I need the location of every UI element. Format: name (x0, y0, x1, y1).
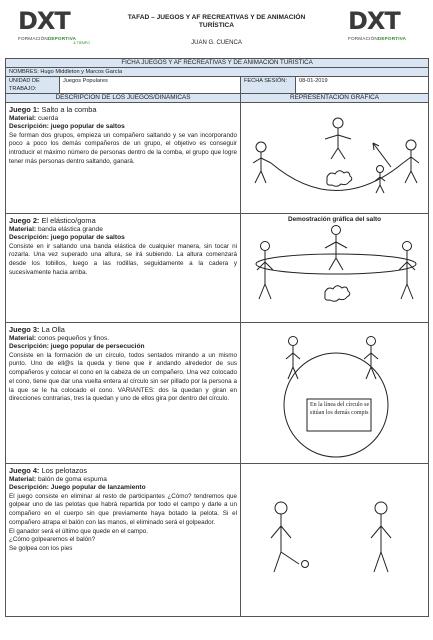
session-label: FECHA SESIÓN: (241, 77, 296, 94)
logo-text: DXT (348, 7, 400, 35)
game-material: Material: balón de goma espuma (9, 475, 107, 483)
column-header-graphic: REPRESENTACIÓN GRÁFICA (241, 94, 429, 103)
document-title: TAFAD – JUEGOS Y AF RECREATIVAS Y DE ANIMACIÓN TURÍSTICA (127, 14, 306, 29)
logo-tagline: FORMACIÓNDEPORTIVA (18, 36, 77, 41)
game-text-line: Se golpea con los pies (9, 544, 73, 552)
game-text-line: El ganador será el último que quede en el campo. (9, 527, 148, 535)
game-4-graphic (241, 464, 429, 617)
game-4-description (6, 464, 241, 617)
game-text: Consiste en ir saltando una banda elástica de cualquier manera, sin tocar ni rozarla. Una vez superado una altura, se irá subiendo. La altura comenzará desde los tobillos, luego a las rodillas, seguidamente a la cadera y sucesivamente hacia arriba. (9, 242, 237, 276)
game-text-line: ¿Cómo golpearemos el balón? (9, 536, 96, 544)
document-author: JUAN G. CUENCA (191, 40, 242, 46)
unit-value: Juegos Populares (60, 77, 241, 94)
game-title: Juego 4: Los pelotazos (9, 466, 88, 475)
game-type: Descripción: juego popular de persecución (9, 343, 145, 351)
game-material: Material: cuerda (9, 114, 59, 122)
game-sheet-table (5, 58, 429, 617)
game-title: Juego 2: El elástico/goma (9, 216, 96, 225)
game-2-description (6, 214, 241, 323)
game-3-graphic (241, 323, 429, 464)
game-3-description (6, 323, 241, 464)
game-type: Descripción: juego popular de saltos (9, 123, 125, 131)
game-material: Material: conos pequeños y finos. (9, 334, 110, 342)
session-value: 08-01-2019 (296, 77, 429, 94)
game-1-description (6, 103, 241, 214)
circle-note: En la línea del círculo se sitúan los demás compis (310, 402, 370, 416)
logo-small: & TIEMPO (73, 41, 90, 45)
game-type: Descripción: Juego popular de lanzamiento (9, 484, 146, 492)
game-title: Juego 1: Salto a la comba (9, 105, 97, 114)
dxt-logo-left (18, 8, 90, 60)
game-text: Se forman dos grupos, empieza un compañero saltando y se van incorporando poco a poco los demás compañeros de un grupo, el objetivo es conseguir introducir el máximo número de personas dentro de la comba, el grupo que logre tener más personas dentro saltando, ganará. (9, 131, 237, 165)
game-2-graphic (241, 214, 429, 323)
names-row: NOMBRES: Hugo Middleton y Marcos García (6, 68, 429, 77)
game-text: Consiste en la formación de un círculo, todos sentados mirando a un mismo punto. Uno de ell@s la queda y tiene que ir andando alrededor de sus compañeros y colocar el cono en la cabeza de un compañero. Una vez colocado el cono, tiene que dar una vuelta entera al círculo sin ser pillado por la persona a la que se le ha colocado el cono. VARIANTES: dos la quedan y giran en direcciones contrarias, tres la quedan y uno de ellos gira por dentro del círculo. (9, 351, 237, 403)
sheet-title: FICHA JUEGOS Y AF RECREATIVAS Y DE ANIMACIÓN TURÍSTICA (6, 59, 429, 68)
game-type: Descripción: juego popular de saltos (9, 234, 125, 242)
dodgeball-drawing (241, 464, 429, 616)
game-text: El juego consiste en eliminar al resto de participantes ¿Cómo? tendremos que golpear uno de las pelotas que habrá repartida por todo el campo y darle a un compañero en el cuerpo sin que previamente haya botado la pelota. Si el compañero atrapa el balón con las manos, el eliminado será el golpeador. (9, 492, 237, 526)
dxt-logo-right (348, 8, 420, 60)
elastic-jump-drawing (241, 224, 429, 320)
game-material: Material: banda elástica grande (9, 225, 103, 233)
jump-rope-drawing (241, 103, 429, 213)
graphic-caption: Demostración gráfica del salto (287, 216, 382, 223)
unit-label: UNIDAD DE TRABAJO: (6, 77, 60, 94)
logo-tagline: FORMACIÓNDEPORTIVA (348, 36, 407, 41)
logo-text: DXT (18, 7, 70, 35)
column-header-description: DESCRIPCIÓN DE LOS JUEGOS/DINÁMICAS (6, 94, 241, 103)
circle-game-drawing (241, 323, 429, 463)
game-title: Juego 3: La Olla (9, 325, 65, 334)
game-1-graphic (241, 103, 429, 214)
